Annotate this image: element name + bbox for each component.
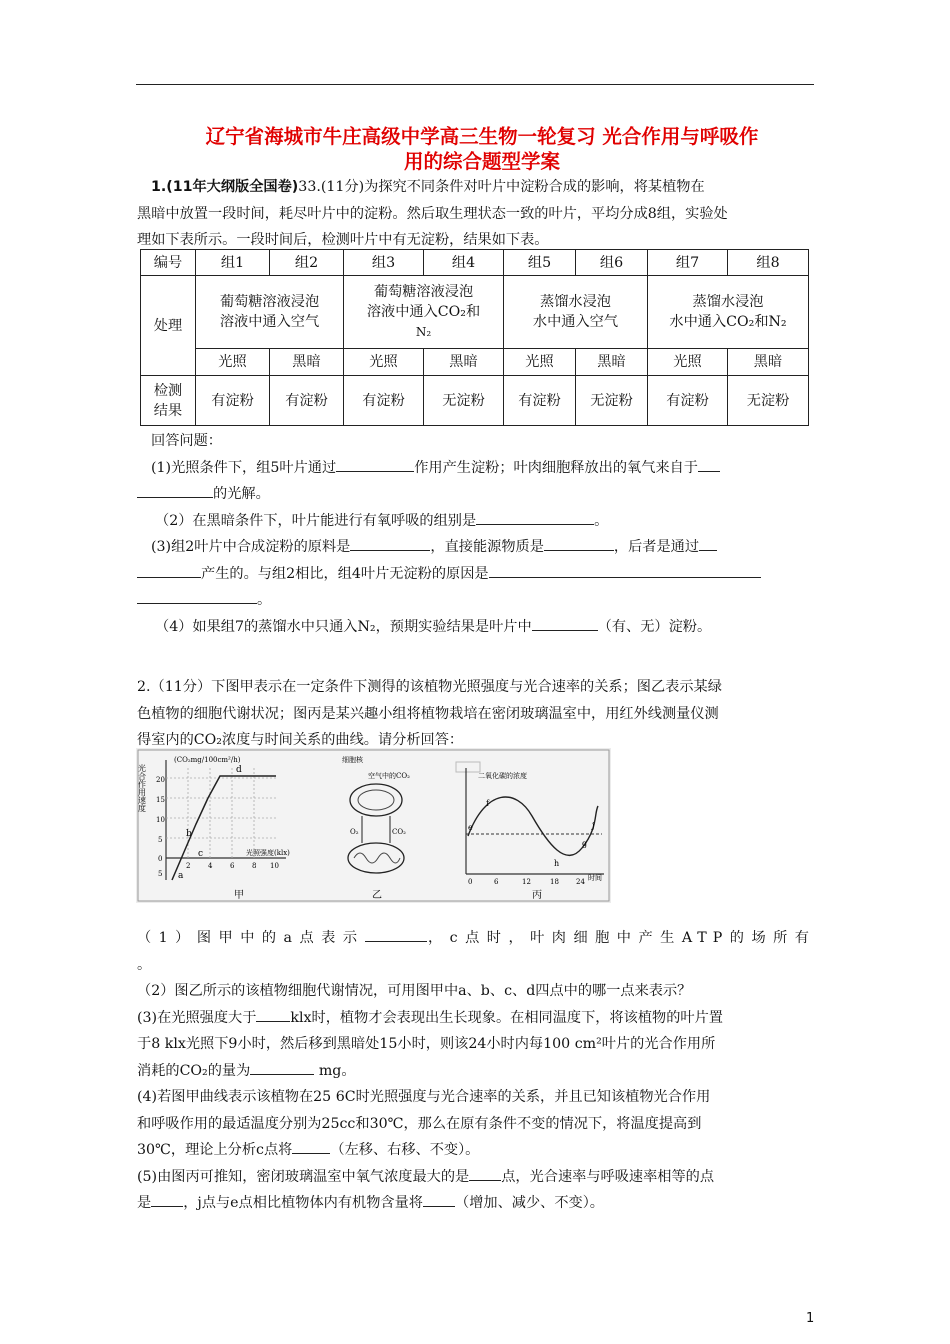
- yi-o2-label: O₂: [350, 828, 359, 836]
- q2-questions: [137, 925, 815, 1217]
- jia-point-label: d: [236, 765, 242, 775]
- q1-part3-cont: [137, 561, 815, 588]
- result-cell: 有淀粉: [648, 376, 728, 426]
- text: （有、无）淀粉。: [597, 618, 712, 635]
- header-cell: 组6: [576, 250, 648, 276]
- q2-part4-line2: 和呼吸作用的最适温度分别为25cc和30℃，那么在原有条件不变的情况下，将温度提高到: [137, 1115, 702, 1132]
- treatment-line: 葡萄糖溶液浸泡: [373, 284, 474, 300]
- jia-ytick: 5: [158, 836, 163, 844]
- q1-intro-line1: 33.(11分)为探究不同条件对叶片中淀粉合成的影响，将某植物在: [298, 179, 705, 195]
- bing-point-label: e: [468, 823, 473, 832]
- yi-label: 乙: [372, 890, 382, 901]
- answer-blank[interactable]: [469, 1166, 501, 1181]
- text: ，j点与e点相比植物体内有机物含量将: [183, 1195, 423, 1211]
- light-cell: 黑暗: [270, 349, 344, 376]
- page-number: 1: [806, 1311, 815, 1326]
- light-cell: 黑暗: [576, 349, 648, 376]
- q1-part2: [137, 508, 815, 535]
- treatment-cell: [196, 276, 344, 349]
- text: （增加、减少、不变）。: [455, 1195, 604, 1211]
- bing-xtick: 6: [494, 878, 499, 886]
- result-cell: 无淀粉: [576, 376, 648, 426]
- q1-source: 1.(11年大纲版全国卷): [151, 179, 299, 195]
- treatment-line: 溶液中通入空气: [219, 314, 320, 330]
- treatment-line: N₂: [415, 325, 432, 339]
- q2-part5-line2: [137, 1190, 815, 1217]
- header-rule: [136, 84, 814, 85]
- light-cell: 光照: [344, 349, 424, 376]
- bing-xlabel: 时间: [588, 874, 602, 882]
- text: 产生的。与组2相比，组4叶片无淀粉的原因是: [201, 565, 489, 582]
- q1-intro: [137, 174, 815, 254]
- answer-blank[interactable]: [365, 927, 427, 942]
- text: 。: [257, 592, 272, 608]
- answer-blank[interactable]: [476, 510, 594, 525]
- result-cell: 有淀粉: [270, 376, 344, 426]
- header-cell: 编号: [141, 250, 196, 276]
- q2-part2: （2）图乙所示的该植物细胞代谢情况，可用图甲中a、b、c、d四点中的哪一点来表示？: [137, 983, 692, 999]
- text: ，直接能源物质是: [430, 539, 544, 555]
- jia-ytick: 20: [156, 776, 165, 784]
- result-cell: 无淀粉: [424, 376, 504, 426]
- bing-title: 二氧化碳的浓度: [478, 772, 527, 780]
- answer-blank[interactable]: [137, 563, 201, 578]
- text: (1)光照条件下，组5叶片通过: [151, 459, 337, 476]
- q2-part1: [137, 925, 815, 952]
- jia-xtick: 4: [208, 862, 213, 870]
- result-label-line: 检测: [153, 382, 183, 399]
- light-cell: 黑暗: [728, 349, 809, 376]
- bing-xtick: 0: [468, 878, 473, 886]
- page-title: [150, 124, 814, 174]
- text: （1）图甲中的a点表示: [137, 930, 365, 946]
- bing-xtick: 24: [576, 878, 585, 886]
- title-line-2: 用的综合题型学案: [403, 150, 560, 173]
- result-cell: 无淀粉: [728, 376, 809, 426]
- treat-label: 处理: [141, 276, 196, 376]
- bing-point-label: h: [554, 859, 560, 868]
- jia-ytick: 15: [156, 796, 165, 804]
- q2-intro-line1: 2.（11分）下图甲表示在一定条件下测得的该植物光照强度与光合速率的关系；图乙表示某绿: [137, 679, 722, 695]
- figure-jia-yi-bing: [136, 748, 611, 903]
- text: ，c点时，叶肉细胞中产生ATP的场所有: [426, 930, 815, 946]
- answer-blank[interactable]: [137, 483, 213, 498]
- yi-co2b-label: CO₂: [392, 828, 406, 836]
- bing-xtick: 12: [522, 878, 531, 886]
- q1-part3-cont2: [137, 587, 815, 614]
- experiment-table: [140, 249, 809, 426]
- q1-part3: [137, 534, 815, 561]
- header-cell: 组4: [424, 250, 504, 276]
- treatment-line: 水中通入空气: [532, 314, 619, 330]
- header-cell: 组8: [728, 250, 809, 276]
- table-header-row: [141, 250, 809, 276]
- treatment-line: 蒸馏水浸泡: [692, 294, 764, 310]
- jia-point-label: b: [186, 829, 192, 839]
- q2-intro: [137, 674, 815, 754]
- text: （左移、右移、不变）。: [330, 1142, 480, 1158]
- result-label-line: 结果: [153, 402, 183, 419]
- text: ，后者是通过: [613, 539, 700, 555]
- text: 是: [137, 1195, 152, 1211]
- answer-blank[interactable]: [532, 616, 598, 631]
- title-line-1: 辽宁省海城市牛庄高级中学高三生物一轮复习 光合作用与呼吸作: [205, 125, 759, 148]
- answer-blank[interactable]: [544, 536, 614, 551]
- jia-xtick: 6: [230, 862, 235, 870]
- header-cell: 组3: [344, 250, 424, 276]
- q2-intro-line3: 得室内的CO₂浓度与时间关系的曲线。请分析回答：: [137, 732, 464, 748]
- answer-blank[interactable]: [151, 1192, 183, 1207]
- jia-xlabel: 光照强度(klx): [246, 849, 290, 857]
- q2-part4-line3: [137, 1137, 815, 1164]
- q2-part3-line2: 于8 klx光照下9小时，然后移到黑暗处15小时，则该24小时内每100 cm²叶片的光合作用所: [137, 1036, 716, 1052]
- yi-top-label: 细胞核: [342, 756, 363, 764]
- text: klx时，植物才会表现出生长现象。在相同温度下，将该植物的叶片置: [290, 1009, 723, 1026]
- light-cell: 黑暗: [424, 349, 504, 376]
- answer-blank[interactable]: [292, 1139, 330, 1154]
- text: 。: [594, 512, 609, 529]
- answer-blank[interactable]: [423, 1192, 455, 1207]
- q2-intro-line2: 色植物的细胞代谢状况；图丙是某兴趣小组将植物栽培在密闭玻璃温室中，用红外线测量仪测: [137, 705, 719, 722]
- q1-part4: [137, 614, 815, 641]
- text: mg。: [314, 1062, 356, 1079]
- q2-part5-line1: [137, 1164, 815, 1191]
- text: (3)组2叶片中合成淀粉的原料是: [151, 539, 351, 555]
- jia-point-label: c: [198, 849, 204, 859]
- q2-part3-line3: [137, 1058, 815, 1085]
- text: 点，光合速率与呼吸速率相等的点: [501, 1168, 715, 1185]
- header-cell: 组7: [648, 250, 728, 276]
- text: 的光解。: [213, 486, 270, 502]
- treatment-line: 葡萄糖溶液浸泡: [219, 294, 320, 310]
- jia-ytick: 10: [156, 816, 165, 824]
- text: （2）在黑暗条件下，叶片能进行有氧呼吸的组别是: [155, 512, 477, 529]
- answer-blank[interactable]: [699, 536, 717, 551]
- jia-ytick: 0: [158, 855, 163, 863]
- bing-xtick: 18: [550, 878, 559, 886]
- light-cell: 光照: [504, 349, 576, 376]
- jia-xtick: 2: [186, 862, 191, 870]
- treatment-line: 蒸馏水浸泡: [540, 294, 611, 310]
- text: 30℃，理论上分析c点将: [137, 1142, 293, 1158]
- bing-point-label: j: [592, 821, 595, 830]
- jia-xtick: 8: [252, 862, 257, 870]
- table-result-row: [141, 376, 809, 426]
- text: 消耗的CO₂的量为: [137, 1062, 251, 1079]
- jia-label: 甲: [234, 890, 244, 901]
- jia-xtick: 10: [270, 862, 279, 870]
- header-cell: 组5: [504, 250, 576, 276]
- q2-part1-end: 。: [137, 956, 152, 973]
- treatment-cell: [648, 276, 809, 349]
- text: 作用产生淀粉；叶肉细胞释放出的氧气来自于: [414, 459, 698, 476]
- q1-answers: [137, 428, 815, 640]
- bing-point-label: g: [582, 839, 588, 848]
- table-treatment-row: [141, 276, 809, 349]
- treatment-line: 溶液中通入CO₂和: [366, 304, 481, 320]
- answer-blank[interactable]: [336, 457, 414, 472]
- q1-intro-line2: 黑暗中放置一段时间，耗尽叶片中的淀粉。然后取生理状态一致的叶片，平均分成8组，实验处: [137, 205, 728, 222]
- q2-part4-line1: (4)若图甲曲线表示该植物在25 6C时光照强度与光合速率的关系，并且已知该植物光合作用: [137, 1089, 711, 1105]
- q1-intro-line3: 理如下表所示。一段时间后，检测叶片中有无淀粉，结果如下表。: [137, 232, 549, 248]
- answer-blank[interactable]: [137, 589, 257, 604]
- jia-unit: (CO₂mg/100cm²/h): [174, 756, 241, 764]
- treatment-cell: [504, 276, 648, 349]
- q1-part1-cont: [137, 481, 815, 508]
- result-label: [141, 376, 196, 426]
- treatment-line: 水中通入CO₂和N₂: [669, 314, 787, 330]
- result-cell: 有淀粉: [504, 376, 576, 426]
- q2-part3: [137, 1005, 815, 1032]
- answer-blank[interactable]: [698, 457, 720, 472]
- text: (3)在光照强度大于: [137, 1009, 257, 1026]
- q1-part1: [137, 455, 815, 482]
- jia-ytick: 5: [158, 870, 163, 878]
- light-cell: 光照: [648, 349, 728, 376]
- result-cell: 有淀粉: [196, 376, 270, 426]
- header-cell: 组1: [196, 250, 270, 276]
- result-cell: 有淀粉: [344, 376, 424, 426]
- bing-point-label: f: [486, 799, 489, 808]
- text: (5)由图丙可推知，密闭玻璃温室中氧气浓度最大的是: [137, 1168, 470, 1185]
- table-light-row: [141, 349, 809, 376]
- treatment-cell: [344, 276, 504, 349]
- yi-co2-label: 空气中的CO₂: [368, 772, 410, 780]
- answer-blank[interactable]: [489, 563, 761, 578]
- answer-intro: 回答问题：: [151, 433, 222, 449]
- jia-point-label: a: [178, 871, 184, 881]
- text: （4）如果组7的蒸馏水中只通入N₂，预期实验结果是叶片中: [155, 618, 532, 635]
- answer-blank[interactable]: [256, 1007, 290, 1022]
- header-cell: 组2: [270, 250, 344, 276]
- jia-ylabel: 光合作用速度: [137, 764, 147, 812]
- bing-label: 丙: [532, 890, 542, 901]
- light-cell: 光照: [196, 349, 270, 376]
- answer-blank[interactable]: [250, 1060, 314, 1075]
- answer-blank[interactable]: [350, 536, 430, 551]
